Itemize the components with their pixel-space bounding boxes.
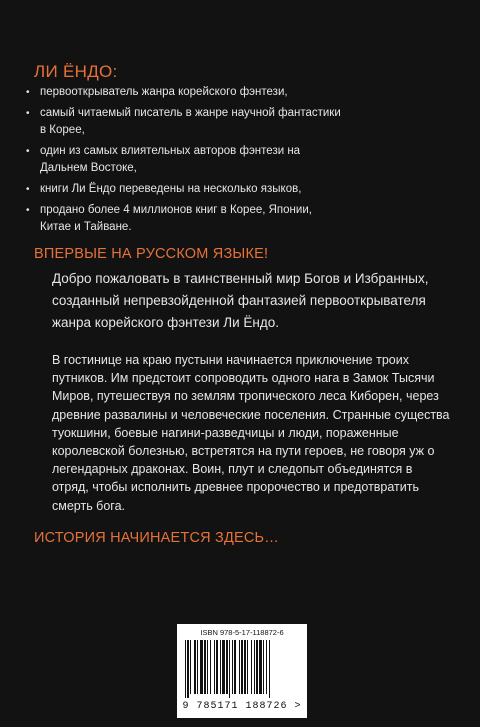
author-fact: • первооткрыватель жанра корейского фэнтези, <box>26 84 346 101</box>
story-paragraph: В гостинице на краю пустыни начинается приключение троих путников. Им предстоит сопроводить одного нага в Замок Тысячи Миров, путешествуя по землям тропического леса Киборен, через древние развалины и человеческие поселения. Странные существа туокшини, боевые нагини-разведчицы и люди, пораженные королевской болезнью, встретятся на пути героев, не говоря уж о легендарных драконах. Воин, плут и следопыт объединятся в отряд, чтобы исполнить древнее пророчество и предотвратить смерть бога. <box>52 353 450 513</box>
barcode-bar <box>216 640 218 694</box>
author-fact: • продано более 4 миллионов книг в Корее, Японии, Китае и Тайване. <box>26 202 346 236</box>
intro-paragraph: Добро пожаловать в таинственный мир Богов и Избранных, созданный непревзойденной фантазией первооткрывателя жанра корейского фэнтези Ли Ёндо. <box>52 271 429 330</box>
barcode-bar <box>239 640 240 694</box>
barcode-bar <box>226 640 228 694</box>
barcode-bar <box>269 640 270 698</box>
barcode-bar <box>185 640 186 698</box>
author-fact: • книги Ли Ёндо переведены на несколько языков, <box>26 181 346 198</box>
barcode-bar <box>214 640 215 694</box>
barcode-bar <box>204 640 206 694</box>
barcode-bar <box>256 640 258 694</box>
barcode-bar <box>197 640 198 694</box>
barcode-bar <box>247 640 248 694</box>
barcode-bar <box>254 640 255 694</box>
barcode-bar <box>241 640 243 694</box>
barcode-bar <box>207 640 208 694</box>
barcode-bar <box>187 640 189 698</box>
isbn-label: ISBN 978-5-17-118872-6 <box>200 628 284 637</box>
barcode-bar <box>251 640 252 694</box>
barcode <box>177 624 307 718</box>
author-fact: • один из самых влиятельных авторов фэнтези на Дальнем Востоке, <box>26 143 346 177</box>
author-facts-list <box>26 84 346 240</box>
section-heading: ВПЕРВЫЕ НА РУССКОМ ЯЗЫКЕ! <box>34 246 269 262</box>
author-heading: ЛИ ЁНДО: <box>34 62 118 81</box>
barcode-bar <box>190 640 191 694</box>
barcode-bar <box>244 640 246 694</box>
barcode-bar <box>259 640 262 694</box>
barcode-bar <box>222 640 225 694</box>
barcode-bar <box>263 640 264 694</box>
barcode-bars <box>185 640 299 698</box>
barcode-bar <box>232 640 233 694</box>
author-fact: • самый читаемый писатель в жанре научной фантастики в Корее, <box>26 105 346 139</box>
barcode-bar <box>194 640 196 694</box>
barcode-bar <box>200 640 203 694</box>
barcode-bar <box>229 640 230 698</box>
footer-heading: ИСТОРИЯ НАЧИНАЕТСЯ ЗДЕСЬ… <box>34 530 279 546</box>
barcode-bar <box>210 640 211 694</box>
barcode-bar <box>220 640 221 694</box>
barcode-digits: 9 785171 188726 > <box>182 701 302 712</box>
barcode-bar <box>266 640 267 694</box>
barcode-bar <box>234 640 236 694</box>
